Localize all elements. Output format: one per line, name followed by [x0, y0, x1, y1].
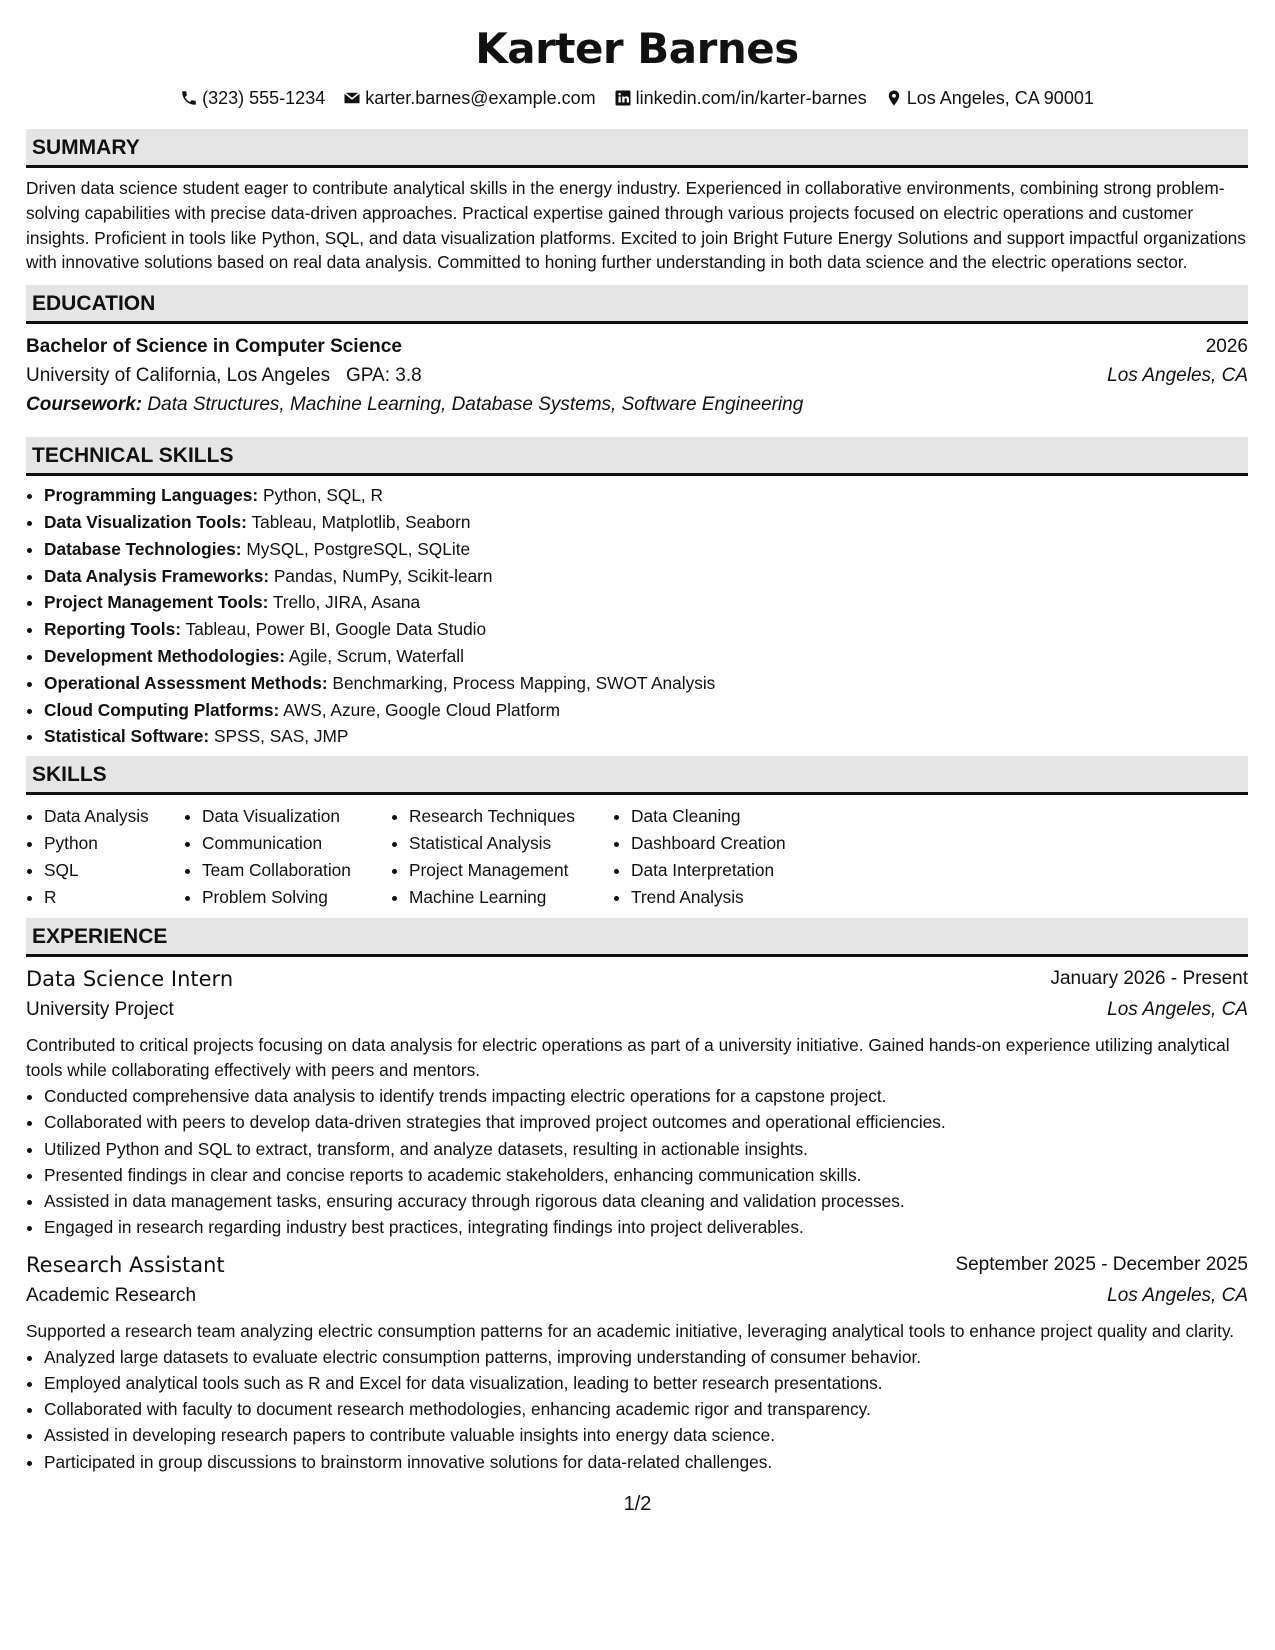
contact-location	[885, 88, 1094, 109]
list-item: • Data Visualization Tools: Tableau, Matplotlib, Seaborn	[44, 509, 1248, 536]
coursework-list: Data Structures, Machine Learning, Database Systems, Software Engineering	[147, 394, 804, 416]
job-location: Los Angeles, CA	[1107, 999, 1248, 1021]
education-header: EDUCATION	[26, 285, 1248, 324]
linkedin-text[interactable]: linkedin.com/in/karter-barnes	[635, 87, 867, 108]
job-title: Data Science Intern	[26, 967, 234, 992]
list-item: • Statistical Software: SPSS, SAS, JMP	[44, 723, 1248, 750]
job-description: Contributed to critical projects focusing on data analysis for electric operations as part of a university initiative. Gained hands-on experience utilizing analytical tools while collaborating effectively with peers and mentors.	[26, 1035, 1230, 1081]
list-item: • Analyzed large datasets to evaluate electric consumption patterns, improving understanding of consumer behavior.	[44, 1344, 1248, 1370]
job-description: Supported a research team analyzing electric consumption patterns for an academic initiative, leveraging analytical tools to enhance project quality and clarity.	[26, 1320, 1235, 1341]
list-item: • Problem Solving	[202, 884, 391, 911]
job-entry	[26, 1249, 1248, 1475]
list-item: • Development Methodologies: Agile, Scrum, Waterfall	[44, 643, 1248, 670]
list-item: • Utilized Python and SQL to extract, transform, and analyze datasets, resulting in actionable insights.	[44, 1136, 1248, 1162]
contact-bar	[26, 86, 1248, 110]
technical-skills-list	[26, 482, 1248, 750]
envelope-icon	[343, 89, 361, 107]
degree-title: Bachelor of Science in Computer Science	[26, 336, 402, 358]
candidate-name: Karter Barnes	[475, 24, 799, 73]
location-text: Los Angeles, CA 90001	[906, 87, 1094, 108]
list-item: • Trend Analysis	[631, 884, 843, 911]
list-item: • Data Analysis	[44, 803, 184, 830]
resume-page	[26, 0, 1248, 1475]
list-item: • Cloud Computing Platforms: AWS, Azure, Google Cloud Platform	[44, 697, 1248, 724]
list-item: • Dashboard Creation	[631, 830, 843, 857]
summary-text: Driven data science student eager to contribute analytical skills in the energy industry. Experienced in collaborative environments, combining strong problem-solving capabilities with precise data-driven approaches. Practical expertise gained through various projects focused on electric operations and customer insights. Proficient in tools like Python, SQL, and data visualization platforms. Excited to join Bright Future Energy Solutions and support impactful organizations with innovative solutions based on real data analysis. Committed to honing further understanding in both data science and the electric operations sector.	[26, 178, 1246, 273]
skills-column	[184, 803, 391, 910]
job-bullets	[26, 1083, 1248, 1241]
list-item: • Database Technologies: MySQL, PostgreSQL, SQLite	[44, 536, 1248, 563]
list-item: • Data Interpretation	[631, 857, 843, 884]
coursework-label: Coursework:	[26, 394, 143, 416]
list-item: • Machine Learning	[409, 884, 613, 911]
phone-icon	[180, 89, 198, 107]
list-item: • Conducted comprehensive data analysis to identify trends impacting electric operations for a capstone project.	[44, 1083, 1248, 1109]
experience-header: EXPERIENCE	[26, 918, 1248, 957]
skills-grid	[26, 803, 1248, 910]
list-item: • Collaborated with faculty to document research methodologies, enhancing academic rigor and transparency.	[44, 1396, 1248, 1422]
phone-text: (323) 555-1234	[202, 87, 326, 108]
list-item: • Employed analytical tools such as R and Excel for data visualization, leading to better research presentations.	[44, 1370, 1248, 1396]
list-item: • SQL	[44, 857, 184, 884]
list-item: • Assisted in developing research papers to contribute valuable insights into energy data science.	[44, 1422, 1248, 1448]
email-text[interactable]: karter.barnes@example.com	[365, 87, 596, 108]
list-item: • Participated in group discussions to brainstorm innovative solutions for data-related challenges.	[44, 1449, 1248, 1475]
list-item: • Data Cleaning	[631, 803, 843, 830]
graduation-year: 2026	[1205, 336, 1248, 358]
list-item: • Assisted in data management tasks, ensuring accuracy through rigorous data cleaning and validation processes.	[44, 1188, 1248, 1214]
contact-email[interactable]	[343, 88, 595, 109]
list-item: • Reporting Tools: Tableau, Power BI, Google Data Studio	[44, 616, 1248, 643]
skills-header: SKILLS	[26, 756, 1248, 795]
job-dates: September 2025 - December 2025	[955, 1253, 1248, 1275]
technical-skills-header: TECHNICAL SKILLS	[26, 437, 1248, 476]
list-item: • R	[44, 884, 184, 911]
list-item: • Presented findings in clear and concise reports to academic stakeholders, enhancing communication skills.	[44, 1162, 1248, 1188]
skills-column	[26, 803, 184, 910]
list-item: • Research Techniques	[409, 803, 613, 830]
gpa: GPA: 3.8	[346, 365, 422, 387]
contact-phone	[180, 88, 325, 109]
linkedin-icon	[614, 89, 632, 107]
job-dates: January 2026 - Present	[1050, 968, 1248, 990]
list-item: • Collaborated with peers to develop data-driven strategies that improved project outcomes and operational efficiencies.	[44, 1109, 1248, 1135]
list-item: • Project Management Tools: Trello, JIRA, Asana	[44, 589, 1248, 616]
list-item: • Programming Languages: Python, SQL, R	[44, 482, 1248, 509]
list-item: • Python	[44, 830, 184, 857]
job-entry	[26, 963, 1248, 1240]
map-pin-icon	[885, 89, 903, 107]
list-item: • Project Management	[409, 857, 613, 884]
education-entry	[26, 332, 1248, 420]
list-item: • Data Analysis Frameworks: Pandas, NumPy, Scikit-learn	[44, 563, 1248, 590]
school-location: Los Angeles, CA	[1107, 365, 1248, 387]
job-location: Los Angeles, CA	[1107, 1284, 1248, 1306]
coursework-line	[26, 390, 1248, 420]
job-title: Research Assistant	[26, 1252, 225, 1277]
job-org: University Project	[26, 999, 174, 1021]
school-name: University of California, Los Angeles	[26, 365, 331, 387]
skills-column	[613, 803, 843, 910]
school-line	[26, 361, 422, 390]
skills-column	[391, 803, 613, 910]
page-number: 1/2	[623, 1493, 652, 1515]
list-item: • Data Visualization	[202, 803, 391, 830]
list-item: • Statistical Analysis	[409, 830, 613, 857]
list-item: • Engaged in research regarding industry best practices, integrating findings into project deliverables.	[44, 1214, 1248, 1240]
contact-linkedin[interactable]	[614, 88, 867, 109]
summary-header: SUMMARY	[26, 129, 1248, 168]
list-item: • Communication	[202, 830, 391, 857]
list-item: • Team Collaboration	[202, 857, 391, 884]
job-bullets	[26, 1344, 1248, 1475]
job-org: Academic Research	[26, 1284, 197, 1306]
list-item: • Operational Assessment Methods: Benchmarking, Process Mapping, SWOT Analysis	[44, 670, 1248, 697]
